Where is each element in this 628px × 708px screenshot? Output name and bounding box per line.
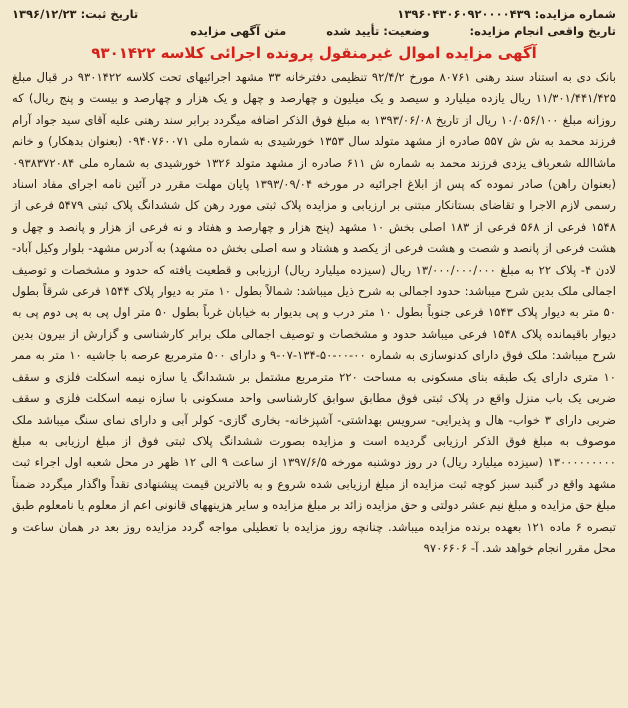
registration-date — [12, 6, 138, 23]
header-row-1 — [12, 6, 616, 23]
status-value: تأیید شده — [326, 24, 380, 38]
registration-date-label: تاریخ ثبت: — [80, 7, 139, 21]
registration-date-value: ۱۳۹۶/۱۲/۲۳ — [12, 7, 77, 21]
notice-title: آگهی مزایده اموال غیرمنقول پرونده اجرائی کلاسه ۹۳۰۱۴۲۲ — [91, 44, 537, 62]
status — [326, 23, 429, 40]
header-row-2 — [12, 23, 616, 40]
notice-text-label: متن آگهی مزایده — [190, 24, 287, 38]
notice-body: بانک دی به استناد سند رهنی ۸۰۷۶۱ مورخ ۹۲/۴/۲ تنظیمی دفترخانه ۳۳ مشهد اجرائیهای تحت کلاسه ۹۳۰۱۴۲۲ در قبال مبلغ ۱۱/۳۰۱/۴۴۱/۴۲۵ ریال یازده میلیارد و سیصد و یک میلیون و چهارصد و چهل و یک هزار و چهارصد و بیست و پنج ریال) که روزانه مبلغ ۱۰/۰۵۶/۱۰۰ ریال از تاریخ ۱۳۹۳/۰۶/۰۸ به مبلغ فوق الذکر اضافه میگردد برابر سند رهنی علیه آقای سید جواد آرام فرزند محمد به ش ش ۵۵۷ صادره از مشهد متولد سال ۱۳۵۳ خورشیدی به شماره ملی ۰۹۴۰۷۶۰۰۷۱ (بعنوان بدهکار) و خانم ماشاالله شعرباف یزدی فرزند محمد به شماره ش ۶۱۱ صادره از مشهد متولد ۱۳۲۶ خورشیدی به شماره ملی ۰۹۳۸۳۷۲۰۸۴ (بعنوان راهن) صادر نموده که پس از ابلاغ اجرائیه در مورخه ۱۳۹۳/۰۹/۰۴ پایان مهلت مقرر در آئین نامه اجرای مفاد اسناد رسمی لازم الاجرا و تقاضای بستانکار مبتنی بر ارزیابی و مزایده پلاک ثبتی مورد رهن کل ششدانگ پلاک ثبتی ۵۴۷۹ فرعی از ۱۵۴۸ فرعی از ۵۶۸ فرعی از ۱۸۳ اصلی بخش ۱۰ مشهد (پنج هزار و چهارصد و هفتاد و نه فرعی از هزار و پانصد و چهل و هشت فرعی از پانصد و شصت و هشت فرعی از یکصد و هشتاد و سه اصلی بخش ده مشهد) به آدرس مشهد- بلوار وکیل آباد- لادن ۴- پلاک ۲۲ به مبلغ ۱۳/۰۰۰/۰۰۰/۰۰۰ ریال (سیزده میلیارد ریال) ارزیابی و قطعیت یافته که حدود و مشخصات و توصیف اجمالی ملک بدین شرح میباشد: حدود اجمالی به شرح ذیل میباشد: شمالاً بطول ۱۰ متر به دیوار پلاک ۱۵۴۴ فرعی شرقاً بطول ۵۰ متر به دیوار پلاک ۱۵۴۳ فرعی جنوباً بطول ۱۰ متر درب و پی بدیوار به خیابان غرباً بطول ۵۰ متر اول پی به پی دوم پی به دیوار باقیمانده پلاک ۱۵۴۸ فرعی میباشد حدود و مشخصات و توصیف اجمالی ملک برابر کارشناسی و گزارش از بیرون بدین شرح میباشد: ملک فوق دارای کدنوسازی به شماره ۰۰-۰۰-۵۰-۱۳۴-۰۷-۹ و دارای ۵۰۰ مترمربع عرصه با جاشیه ۱۰ متر به ممر ۱۰ متری دارای یک طبقه بنای مسکونی به مساحت ۲۲۰ مترمربع مشتمل بر ششدانگ یا سازه نیمه اسکلت فلزی و سقف ضربی یک باب منزل واقع در پلاک ثبتی فوق مطابق سوابق کارشناسی واحد مسکونی با سازه نیمه اسکلت فلزی و سقف ضربی دارای ۳ خواب- هال و پذیرایی- سرویس بهداشتی- آشپزخانه- بخاری گازی- کولر آبی و دارای نمای سنگ میباشد ملک موصوف به مبلغ فوق الذکر ارزیابی گردیده است و مزایده بصورت ششدانگ پلاک ثبتی فوق از مبلغ ارزیابی به مبلغ ۱۳۰۰۰۰۰۰۰۰۰ (سیزده میلیارد ریال) در روز دوشنبه مورخه ۱۳۹۷/۶/۵ از ساعت ۹ الی ۱۲ ظهر در محل شعبه اول اجراء ثبت مشهد واقع در گنبد سبز کوچه ثبت مزایده از مبلغ ارزیابی شده شروع و به بالاترین قیمت پیشنهادی نقداً واگذار میگردد ضمناً مبلغ حق مزایده و مبلغ نیم عشر دولتی و حق مزایده زائد بر مبلغ مزایده و سایر هزینههای قانونی اعم از معلوم یا نامعلوم طبق تبصره ۶ ماده ۱۲۱ بعهده برنده مزایده میباشد. چنانچه روز مزایده با تعطیلی مواجه گردد مزایده روز بعد در همان ساعت و محل مقرر انجام خواهد شد. آ- ۹۷۰۶۶۰۶ — [12, 70, 617, 555]
status-label: وضعیت: — [383, 24, 430, 38]
auction-number-value: ۱۳۹۶۰۴۳۰۶۰۹۲۰۰۰۰۴۳۹ — [397, 7, 531, 21]
actual-date-label: تاریخ واقعی انجام مزایده: — [469, 24, 616, 38]
auction-number — [397, 6, 616, 23]
auction-number-label: شماره مزایده: — [534, 7, 616, 21]
